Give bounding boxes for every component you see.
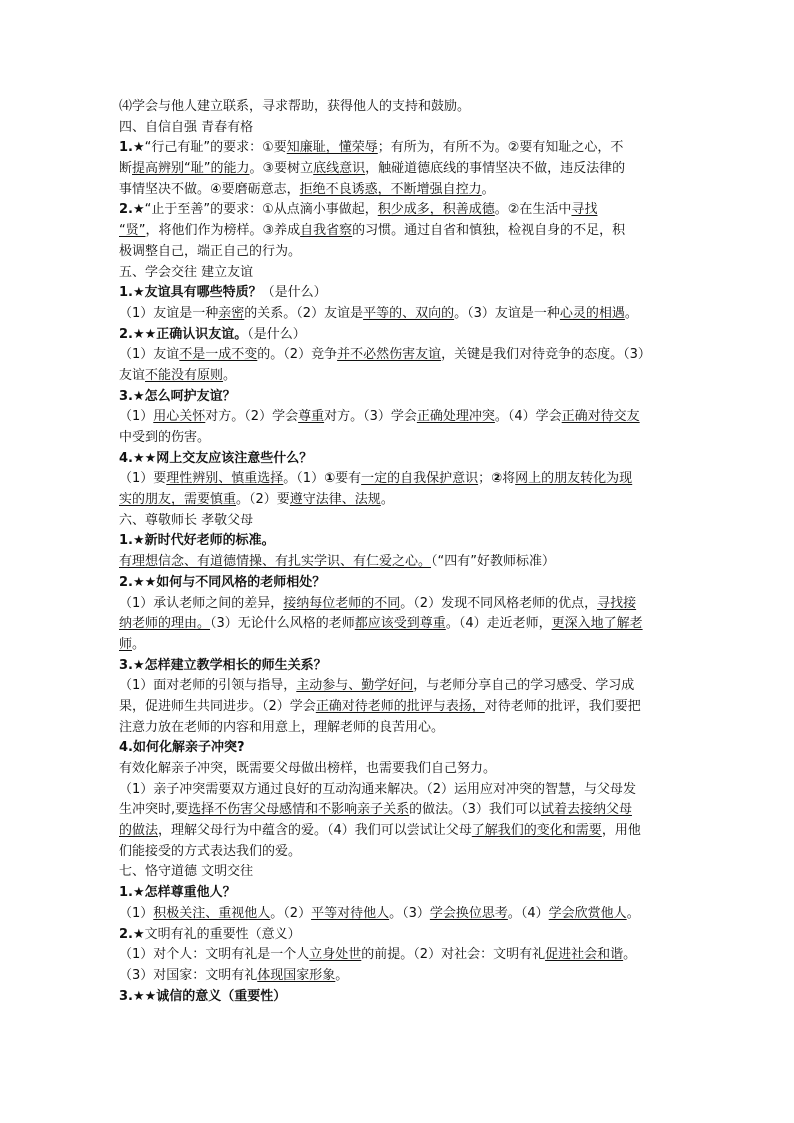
- underlined-key-phrase: 平等对待他人: [311, 905, 390, 921]
- text-segment: 六、尊敬师长 孝敬父母: [119, 512, 254, 528]
- text-line: [119, 842, 679, 863]
- text-line: [119, 97, 679, 118]
- underlined-key-phrase: 用心关怀: [153, 409, 206, 425]
- text-segment: ，用他: [601, 823, 641, 839]
- underlined-key-phrase: 提高辨别“耻”的能力: [132, 161, 250, 177]
- text-segment: （1）: [119, 905, 154, 921]
- text-line: [119, 573, 679, 594]
- text-line: [119, 821, 679, 842]
- text-segment: ，将他们作为榜样。③养成: [145, 223, 301, 239]
- underlined-key-phrase: 的做法: [119, 823, 159, 839]
- text-segment: 。（3）友谊是一种: [454, 305, 560, 321]
- underlined-key-phrase: 知廉耻，懂荣辱: [286, 140, 378, 156]
- text-line: [119, 614, 679, 635]
- text-segment: 七、恪守道德 文明交往: [119, 864, 254, 880]
- underlined-key-phrase: 心灵的相遇: [559, 305, 625, 321]
- text-segment: ，关键是我们对待竞争的态度。（3）: [441, 347, 651, 363]
- underlined-key-phrase: 理性辨别、慎重选择: [166, 471, 284, 487]
- text-line: [119, 138, 679, 159]
- text-segment: 。: [335, 967, 349, 983]
- bold-text: 1.★新时代好老师的标准。: [119, 533, 275, 549]
- text-segment: 有效化解亲子冲突，既需要父母做出榜样，也需要我们自己努力。: [119, 761, 497, 776]
- document-body: [119, 97, 679, 1007]
- text-line: [119, 552, 679, 573]
- bold-text: 1.★友谊具有哪些特质？: [119, 285, 262, 301]
- bold-text: ②: [491, 471, 503, 487]
- underlined-key-phrase: 积少成多，积善成德: [377, 202, 495, 218]
- text-segment: ，理解父母行为中蕴含的爱。（4）我们可以尝试让父母: [158, 823, 472, 839]
- text-line: [119, 387, 679, 408]
- text-segment: ；有所为，有所不为。②要有知耻之心，不: [377, 140, 624, 156]
- text-line: [119, 780, 679, 801]
- text-segment: 事情坚决不做。④要磨砺意志，: [119, 181, 300, 197]
- underlined-key-phrase: 寻找: [571, 202, 598, 218]
- text-line: [119, 242, 679, 263]
- text-segment: 。: [626, 905, 640, 921]
- text-segment: 。: [223, 367, 237, 383]
- underlined-key-phrase: 自我省察: [300, 223, 353, 239]
- text-line: [119, 221, 679, 242]
- text-segment: “止于至善”的要求：①从点滴小事做起，: [144, 202, 378, 218]
- text-line: [119, 180, 679, 201]
- text-segment: 极调整自己，端正自己的行为。: [119, 243, 302, 259]
- text-segment: 的做法。（3）我们可以: [409, 802, 541, 818]
- text-line: [119, 449, 679, 470]
- underlined-key-phrase: 主动参与、勤学好问: [296, 678, 414, 694]
- underlined-key-phrase: 拒绝不良诱惑，不断增强自控力: [299, 181, 482, 197]
- text-segment: 对待老师的批评，我们要把: [484, 698, 641, 714]
- text-line: [119, 676, 679, 697]
- text-segment: 。: [132, 636, 146, 652]
- text-segment: 生冲突时,要: [119, 802, 189, 818]
- text-segment: （1）要: [119, 471, 167, 487]
- underlined-key-phrase: 选择不伤害父母感情和不影响亲子关系: [188, 802, 410, 818]
- text-segment: （1）亲子冲突需要双方通过良好的互动沟通来解决。（2）运用应对冲突的智慧，与父母发: [119, 781, 637, 797]
- underlined-key-phrase: “贤”: [119, 223, 146, 239]
- text-line: [119, 987, 679, 1008]
- underlined-key-phrase: 更深入地了解老: [551, 616, 643, 632]
- text-segment: 将: [502, 471, 516, 487]
- text-segment: 。②在生活中: [494, 202, 572, 218]
- text-segment: 。: [624, 305, 638, 321]
- text-line: [119, 925, 679, 946]
- text-segment: 。（3）: [389, 905, 430, 921]
- bold-text: 3.★★诚信的意义（重要性）: [119, 988, 287, 1004]
- text-segment: 文明有礼的重要性（意义）: [144, 926, 301, 942]
- underlined-key-phrase: 并不必然伤害友谊: [337, 347, 442, 363]
- text-line: [119, 738, 679, 759]
- underlined-key-phrase: 接纳每位老师的不同: [283, 595, 401, 611]
- text-line: [119, 718, 679, 739]
- bold-text: 3.★怎样建立教学相长的师生关系？: [119, 657, 327, 673]
- text-line: [119, 159, 679, 180]
- underlined-key-phrase: 积极关注、重视他人: [153, 905, 271, 921]
- text-segment: 。（2）要: [236, 492, 290, 508]
- text-segment: 的关系。（2）友谊是: [244, 305, 364, 321]
- text-line: [119, 407, 679, 428]
- text-segment: 断: [119, 161, 133, 177]
- underlined-key-phrase: 都应该受到尊重: [354, 616, 446, 632]
- underlined-key-phrase: 不能没有原则: [145, 367, 224, 383]
- text-line: [119, 304, 679, 325]
- text-segment: （1）友谊是一种: [119, 305, 219, 321]
- text-segment: （是什么）: [247, 326, 306, 342]
- text-line: [119, 325, 679, 346]
- text-segment: 对方。（2）学会: [205, 409, 299, 425]
- text-segment: 。: [380, 492, 394, 508]
- underlined-key-phrase: 尊重: [298, 409, 325, 425]
- bold-text: ①: [324, 471, 336, 487]
- text-segment: 对方。（3）学会: [324, 409, 417, 425]
- text-segment: 们能接受的方式表达我们的爱。: [119, 843, 302, 859]
- text-segment: ，触碰道德底线的事情坚决不做，违反法律的: [365, 161, 626, 177]
- text-line: [119, 366, 679, 387]
- text-segment: （“四有”好教师标准）: [431, 554, 555, 570]
- text-segment: 五、学会交往 建立友谊: [119, 264, 254, 280]
- text-segment: 友谊: [119, 367, 146, 383]
- bold-text: 4.如何化解亲子冲突?: [119, 740, 245, 756]
- text-segment: 。（2）: [270, 905, 312, 921]
- text-line: [119, 594, 679, 615]
- text-line: [119, 428, 679, 449]
- underlined-key-phrase: 师: [119, 636, 133, 652]
- underlined-key-phrase: 有理想信念、有道德情操、有扎实学识、有仁爱之心。: [119, 554, 432, 570]
- text-segment: 中受到的伤害。: [119, 430, 211, 445]
- text-segment: （1）友谊: [119, 347, 180, 363]
- underlined-key-phrase: 一定的自我保护意识: [361, 471, 479, 487]
- underlined-key-phrase: 平等的、双向的: [363, 305, 455, 321]
- text-line: [119, 118, 679, 139]
- text-line: [119, 531, 679, 552]
- text-segment: 。（4）: [507, 905, 549, 921]
- text-line: [119, 283, 679, 304]
- underlined-key-phrase: 实的朋友，需要慎重: [119, 492, 237, 508]
- text-segment: 的。（2）竞争: [257, 347, 338, 363]
- text-segment: ⑷学会与他人建立联系，寻求帮助，获得他人的支持和鼓励。: [119, 99, 471, 114]
- text-segment: （是什么）: [261, 285, 327, 301]
- text-line: [119, 469, 679, 490]
- text-line: [119, 883, 679, 904]
- text-line: [119, 697, 679, 718]
- text-line: [119, 656, 679, 677]
- underlined-key-phrase: 网上的朋友转化为现: [515, 471, 633, 487]
- text-line: [119, 759, 679, 780]
- underlined-key-phrase: 正确对待交友: [561, 409, 640, 425]
- text-segment: （1）对个人：文明有礼是一个人: [119, 947, 310, 963]
- text-segment: ；: [478, 471, 492, 487]
- underlined-key-phrase: 促进社会和谐: [545, 947, 624, 963]
- text-line: [119, 966, 679, 987]
- text-segment: （3）无论什么风格的老师: [210, 616, 355, 632]
- text-segment: 注意力放在老师的内容和用意上，理解老师的良苦用心。: [119, 719, 445, 735]
- text-line: [119, 800, 679, 821]
- bold-text: 4.★★网上交友应该注意些什么？: [119, 450, 313, 466]
- bold-text: 2.★: [119, 926, 145, 942]
- underlined-key-phrase: 学会换位思考: [429, 905, 508, 921]
- text-segment: ，与老师分享自己的学习感受、学习成: [413, 678, 635, 694]
- underlined-key-phrase: 正确对待老师的批评与表扬，: [315, 698, 485, 714]
- underlined-key-phrase: 了解我们的变化和需要: [471, 823, 602, 839]
- text-segment: 。（4）学会: [494, 409, 562, 425]
- text-line: [119, 862, 679, 883]
- underlined-key-phrase: 体现国家形象: [257, 967, 336, 983]
- text-segment: 。（1）: [283, 471, 325, 487]
- text-segment: 。: [623, 947, 637, 963]
- text-line: [119, 200, 679, 221]
- text-segment: 。（4）走近老师，: [445, 616, 552, 632]
- text-line: [119, 345, 679, 366]
- text-segment: 。: [481, 181, 495, 197]
- text-line: [119, 490, 679, 511]
- underlined-key-phrase: 学会欣赏他人: [548, 905, 627, 921]
- text-line: [119, 511, 679, 532]
- text-segment: （1）面对老师的引领与指导，: [119, 678, 297, 694]
- bold-text: 3.★怎么呵护友谊？: [119, 388, 236, 404]
- underlined-key-phrase: 遵守法律、法规: [289, 492, 381, 508]
- text-segment: 的前提。（2）对社会：文明有礼: [361, 947, 546, 963]
- underlined-key-phrase: 底线意识: [313, 161, 366, 177]
- text-segment: （1）: [119, 409, 154, 425]
- bold-text: 1.★: [119, 140, 145, 156]
- bold-text: 2.★★如何与不同风格的老师相处？: [119, 574, 326, 590]
- underlined-key-phrase: 立身处世: [309, 947, 362, 963]
- text-segment: （1）承认老师之间的差异，: [119, 595, 284, 611]
- bold-text: 2.★★正确认识友谊。: [119, 326, 248, 342]
- underlined-key-phrase: 正确处理冲突: [416, 409, 495, 425]
- text-line: [119, 904, 679, 925]
- text-line: [119, 263, 679, 284]
- text-segment: 。③要树立: [249, 161, 314, 177]
- bold-text: 1.★怎样尊重他人？: [119, 885, 236, 901]
- text-segment: “行己有耻”的要求：①要: [144, 140, 287, 156]
- text-segment: 四、自信自强 青春有格: [119, 119, 254, 135]
- underlined-key-phrase: 不是一成不变: [179, 347, 258, 363]
- text-segment: 的习惯。通过自省和慎独，检视自身的不足，积: [352, 223, 626, 239]
- underlined-key-phrase: 寻找接: [597, 595, 637, 611]
- text-segment: 要有: [335, 471, 362, 487]
- text-line: [119, 635, 679, 656]
- text-segment: （3）对国家：文明有礼: [119, 967, 258, 983]
- underlined-key-phrase: 试着去接纳父母: [540, 802, 632, 818]
- text-segment: 。（2）发现不同风格老师的优点，: [400, 595, 598, 611]
- text-segment: 果，促进师生共同进步。（2）学会: [119, 698, 316, 714]
- bold-text: 2.★: [119, 202, 145, 218]
- text-line: [119, 945, 679, 966]
- underlined-key-phrase: 纳老师的理由。: [119, 616, 211, 632]
- underlined-key-phrase: 亲密: [218, 305, 245, 321]
